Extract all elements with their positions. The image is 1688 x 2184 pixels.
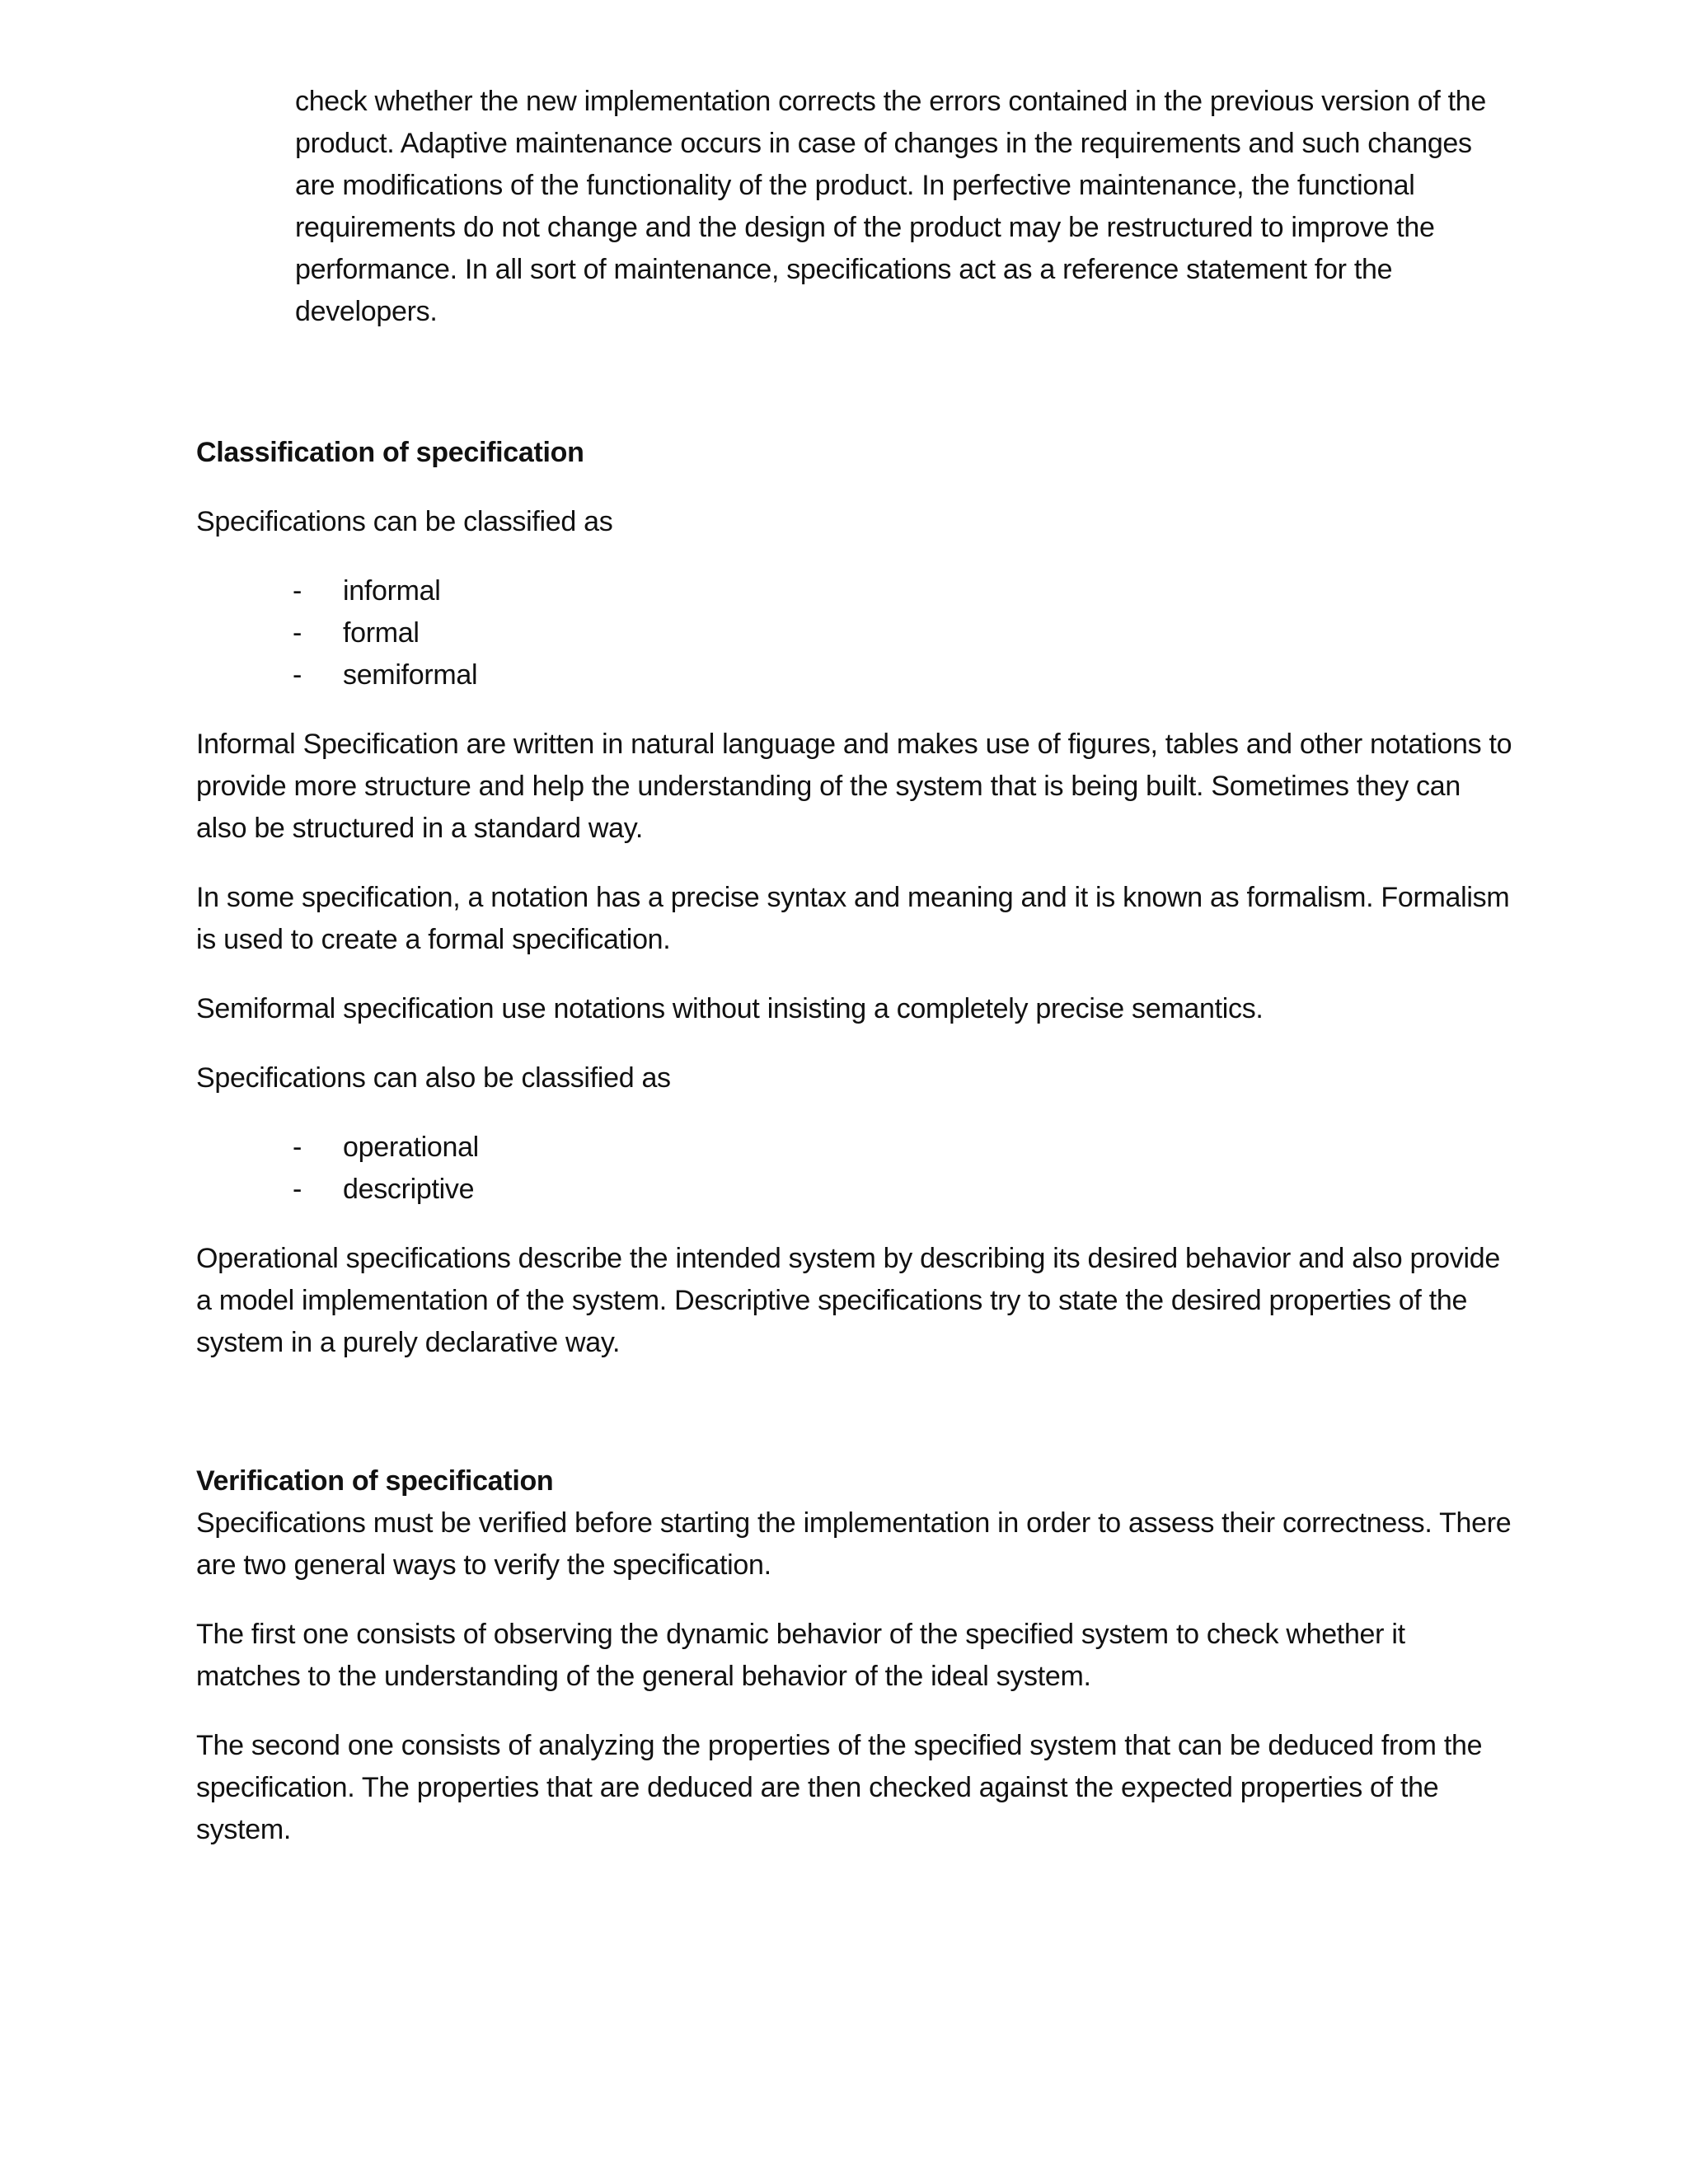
verification-heading: Verification of specification [196,1465,554,1497]
list-item-label: formal [343,617,420,649]
list-dash: - [293,659,302,691]
verification-paragraph-2: The first one consists of observing the dynamic behavior of the specified system to check whether it matches to the understanding of the general behavior of the ideal system. [196,1619,1405,1692]
list-dash: - [293,575,302,607]
verification-paragraph-3: The second one consists of analyzing the properties of the specified system that can be deduced from the specification. The properties that are deduced are then checked against the expected properties of the system. [196,1730,1483,1845]
formal-paragraph: In some specification, a notation has a precise syntax and meaning and it is known as formalism. Formalism is used to create a formal specification. [196,882,1510,955]
list-dash: - [293,1132,302,1163]
verification-paragraph-1: Specifications must be verified before starting the implementation in order to assess their correctness. There are two general ways to verify the specification. [196,1507,1512,1581]
informal-paragraph: Informal Specification are written in natural language and makes use of figures, tables and other notations to provide more structure and help the understanding of the system that is being built. Sometimes they can also be structured in a standard way. [196,729,1512,844]
list-item-label: descriptive [343,1174,475,1205]
list-item [293,570,1515,612]
classification-lead-2: Specifications can also be classified as [196,1062,671,1094]
classification-lead: Specifications can be classified as [196,506,613,537]
list-item [293,1169,1515,1211]
intro-paragraph: check whether the new implementation corrects the errors contained in the previous version of the product. Adaptive maintenance occurs in case of changes in the requirements and such changes are modifications of the functionality of the product. In perfective maintenance, the functional requirements do not change and the design of the product may be restructured to improve the performance. In all sort of maintenance, specifications act as a reference statement for the developers. [295,86,1487,327]
list-item [293,1127,1515,1169]
list-item [293,612,1515,654]
document-body [196,81,1515,1851]
list-item-label: operational [343,1132,479,1163]
semiformal-paragraph: Semiformal specification use notations without insisting a completely precise semantics. [196,993,1264,1024]
classification-list [196,570,1515,696]
list-item [293,654,1515,696]
classification-list-2 [196,1127,1515,1211]
list-dash: - [293,1174,302,1205]
list-dash: - [293,617,302,649]
classification-heading: Classification of specification [196,437,584,468]
list-item-label: informal [343,575,441,607]
list-item-label: semiformal [343,659,478,691]
operational-paragraph: Operational specifications describe the intended system by describing its desired behavior and also provide a model implementation of the system. Descriptive specifications try to state the desired properties of the system in a purely declarative way. [196,1243,1500,1358]
